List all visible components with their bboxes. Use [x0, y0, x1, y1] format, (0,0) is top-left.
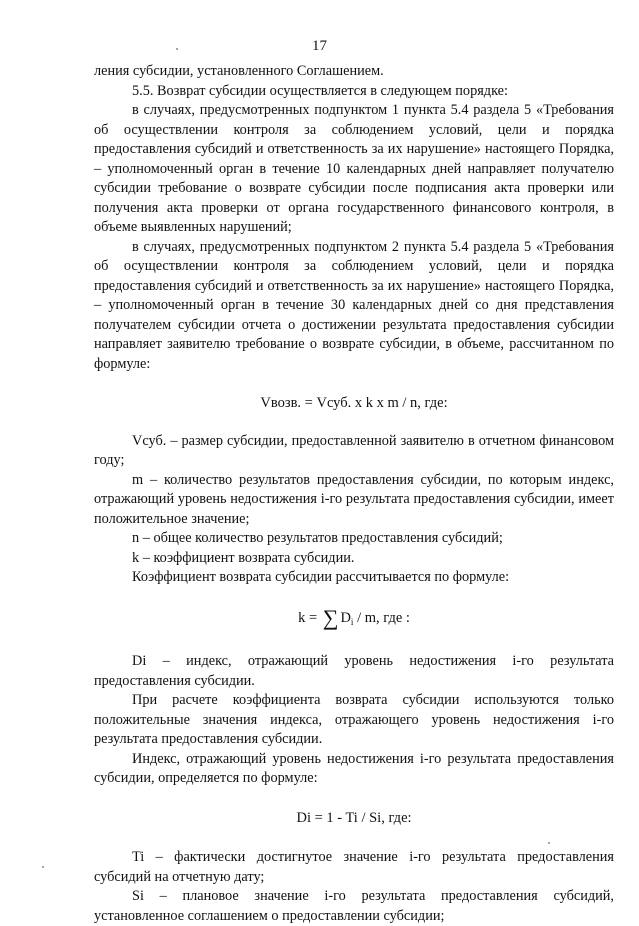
paragraph-case-2: в случаях, предусмотренных подпунктом 2 пункта 5.4 раздела 5 «Требования об осуществлении контроля за соблюдением условий, цели и порядка предоставления субсидий и ответственность за их нарушение» настоящего Порядка, – уполномоченный орган в течение 30 календарных дней со дня представления получателем субсидии отчета о достижении результата предоставления субсидии направляет заявителю требование о возврате субсидии, в объеме, рассчитанном по формуле: [94, 238, 614, 372]
definition-n: n – общее количество результатов предоставления субсидий; [132, 530, 503, 546]
formula-coefficient-d: D [340, 609, 351, 626]
formula-coefficient-right: / m, где : [353, 609, 410, 626]
paragraph-coefficient-intro: Коэффициент возврата субсидии рассчитывается по формуле: [132, 569, 510, 585]
formula-return-volume: Vвозв. = Vсуб. x k x m / n, где: [260, 395, 448, 411]
definition-m: m – количество результатов предоставления субсидии, по которым индекс, отражающий уровень недостижения i-го результата предоставления субсидии, имеет положительное значение; [94, 471, 614, 527]
paragraph-case-1: в случаях, предусмотренных подпунктом 1 пункта 5.4 раздела 5 «Требования об осуществлении контроля за соблюдением условий, цели и порядка предоставления субсидий и ответственность за их нарушение» настоящего Порядка, – уполномоченный орган в течение 10 календарных дней направляет получателю субсидии требование о возврате субсидии после подписания акта проверки или получения акта проверки от органа государственного финансового контроля, в объеме выявленных нарушений; [94, 102, 614, 235]
definition-ti: Ti – фактически достигнутое значение i-го результата предоставления субсидий на отчетную дату; [94, 849, 614, 885]
definition-k: k – коэффициент возврата субсидии. [132, 549, 355, 566]
formula-coefficient-left: k = [298, 609, 318, 626]
formula-coefficient [94, 604, 614, 633]
paragraph-positive-values: При расчете коэффициента возврата субсидии используются только положительные значения индекса, отражающего уровень недостижения i-го результата предоставления субсидии. [94, 692, 614, 747]
sum-symbol: ∑ [322, 604, 339, 630]
definition-vsub: Vсуб. – размер субсидии, предоставленной заявителю в отчетном финансовом году; [94, 432, 614, 468]
formula-index: Di = 1 - Ti / Si, где: [296, 809, 412, 826]
document-body [94, 62, 614, 926]
scan-speck [42, 866, 44, 868]
paragraph-section-5-5: 5.5. Возврат субсидии осуществляется в следующем порядке: [132, 82, 508, 99]
paragraph-index-intro: Индекс, отражающий уровень недостижения i-го результата предоставления субсидии, определяется по формуле: [94, 750, 614, 786]
paragraph-continuation: ления субсидии, установленного Соглашением. [94, 63, 384, 79]
formula-coefficient-subscript: i [350, 616, 354, 627]
scan-speck [548, 842, 550, 844]
definition-di: Di – индекс, отражающий уровень недостижения i-го результата предоставления субсидии. [94, 653, 614, 689]
page-number: 17 [312, 38, 327, 54]
scan-speck [176, 48, 178, 50]
definition-si: Si – плановое значение i-го результата предоставления субсидий, установленное соглашением о предоставлении субсидии; [94, 888, 614, 924]
